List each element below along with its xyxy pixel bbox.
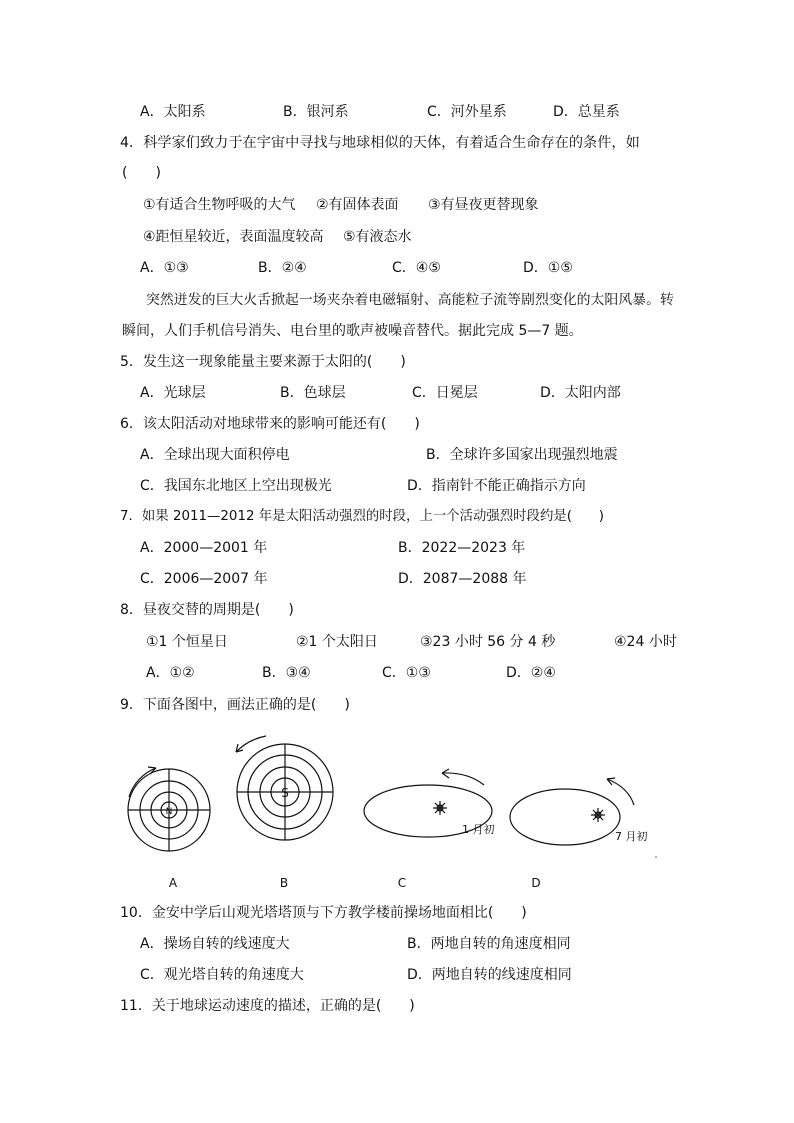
q6-option-c: C．我国东北地区上空出现极光 <box>140 478 332 494</box>
q6-option-b: B．全球许多国家出现强烈地震 <box>426 447 618 463</box>
figure-b-pole-label: S <box>281 786 289 800</box>
figure-label-b: B <box>279 876 289 890</box>
q4-option-d: D．①⑤ <box>523 260 573 276</box>
q4-item-2: ②有固体表面 <box>316 197 399 213</box>
q4-item-5: ⑤有液态水 <box>343 229 412 245</box>
passage-line-1: 突然迸发的巨大火舌掀起一场夹杂着电磁辐射、高能粒子流等剧烈变化的太阳风暴。转 <box>146 292 674 308</box>
q8-item-3: ③23 小时 56 分 4 秒 <box>420 634 556 650</box>
q10-option-b: B．两地自转的角速度相同 <box>407 936 571 952</box>
q4-stem: 4．科学家们致力于在宇宙中寻找与地球相似的天体，有着适合生命存在的条件，如 <box>120 135 640 151</box>
q5-option-a: A．光球层 <box>140 385 206 401</box>
q6-option-d: D．指南针不能正确指示方向 <box>407 478 586 494</box>
figure-label-d: D <box>531 876 541 890</box>
q9-figure <box>0 725 794 925</box>
q10-stem: 10．金安中学后山观光塔塔顶与下方教学楼前操场地面相比( ) <box>120 905 527 921</box>
q4-paren: ( ) <box>122 165 161 181</box>
figure-d-sun-icon <box>591 808 605 822</box>
q3-option-b: B．银河系 <box>283 104 349 120</box>
q4-option-b: B．②④ <box>258 260 307 276</box>
q8-item-4: ④24 小时 <box>614 634 677 650</box>
q9-stem: 9．下面各图中，画法正确的是( ) <box>120 697 350 713</box>
q4-option-a: A．①③ <box>140 260 189 276</box>
q10-option-d: D．两地自转的线速度相同 <box>407 967 572 983</box>
q4-option-c: C．④⑤ <box>392 260 441 276</box>
q3-option-c: C．河外星系 <box>427 104 507 120</box>
q7-option-a: A．2000—2001 年 <box>140 540 268 556</box>
figure-c-sun-icon <box>433 801 447 815</box>
q3-option-a: A．太阳系 <box>140 104 206 120</box>
q6-option-a: A．全球出现大面积停电 <box>140 447 290 463</box>
q5-stem: 5．发生这一现象能量主要来源于太阳的( ) <box>120 354 406 370</box>
q7-option-b: B．2022—2023 年 <box>398 540 526 556</box>
q4-item-4: ④距恒星较近，表面温度较高 <box>143 229 324 245</box>
q4-item-1: ①有适合生物呼吸的大气 <box>143 197 296 213</box>
q8-item-1: ①1 个恒星日 <box>146 634 228 650</box>
q7-stem: 7．如果 2011—2012 年是太阳活动强烈的时段，上一个活动强烈时段约是( ) <box>120 509 604 524</box>
figure-c-arrow-icon <box>442 773 484 785</box>
figure-a-pole-label: N <box>165 807 173 817</box>
figure-c-date-label: 1 月初 <box>462 823 495 836</box>
q11-stem: 11．关于地球运动速度的描述，正确的是( ) <box>120 998 415 1014</box>
q8-option-b: B．③④ <box>262 665 311 681</box>
passage-line-2: 瞬间，人们手机信号消失、电台里的歌声被噪音替代。据此完成 5—7 题。 <box>122 323 583 339</box>
q7-option-d: D．2087—2088 年 <box>398 571 527 587</box>
q8-option-a: A．①② <box>146 665 195 681</box>
figure-label-a: A <box>168 876 178 890</box>
q10-option-c: C．观光塔自转的角速度大 <box>140 967 304 983</box>
q10-option-a: A．操场自转的线速度大 <box>140 936 290 952</box>
figure-d-date-label: 7 月初 <box>615 830 648 843</box>
q3-option-d: D．总星系 <box>553 104 620 120</box>
q4-item-3: ③有昼夜更替现象 <box>428 197 539 213</box>
q7-option-c: C．2006—2007 年 <box>140 571 268 587</box>
q5-option-d: D．太阳内部 <box>540 385 621 401</box>
scan-dot <box>655 856 657 858</box>
q8-item-2: ②1 个太阳日 <box>296 634 378 650</box>
q5-option-c: C．日冕层 <box>412 385 478 401</box>
q8-stem: 8．昼夜交替的周期是( ) <box>120 602 294 618</box>
q6-stem: 6．该太阳活动对地球带来的影响可能还有( ) <box>120 416 420 432</box>
q5-option-b: B．色球层 <box>280 385 346 401</box>
q8-option-c: C．①③ <box>382 665 431 681</box>
figure-label-c: C <box>397 876 407 890</box>
q8-option-d: D．②④ <box>506 665 556 681</box>
